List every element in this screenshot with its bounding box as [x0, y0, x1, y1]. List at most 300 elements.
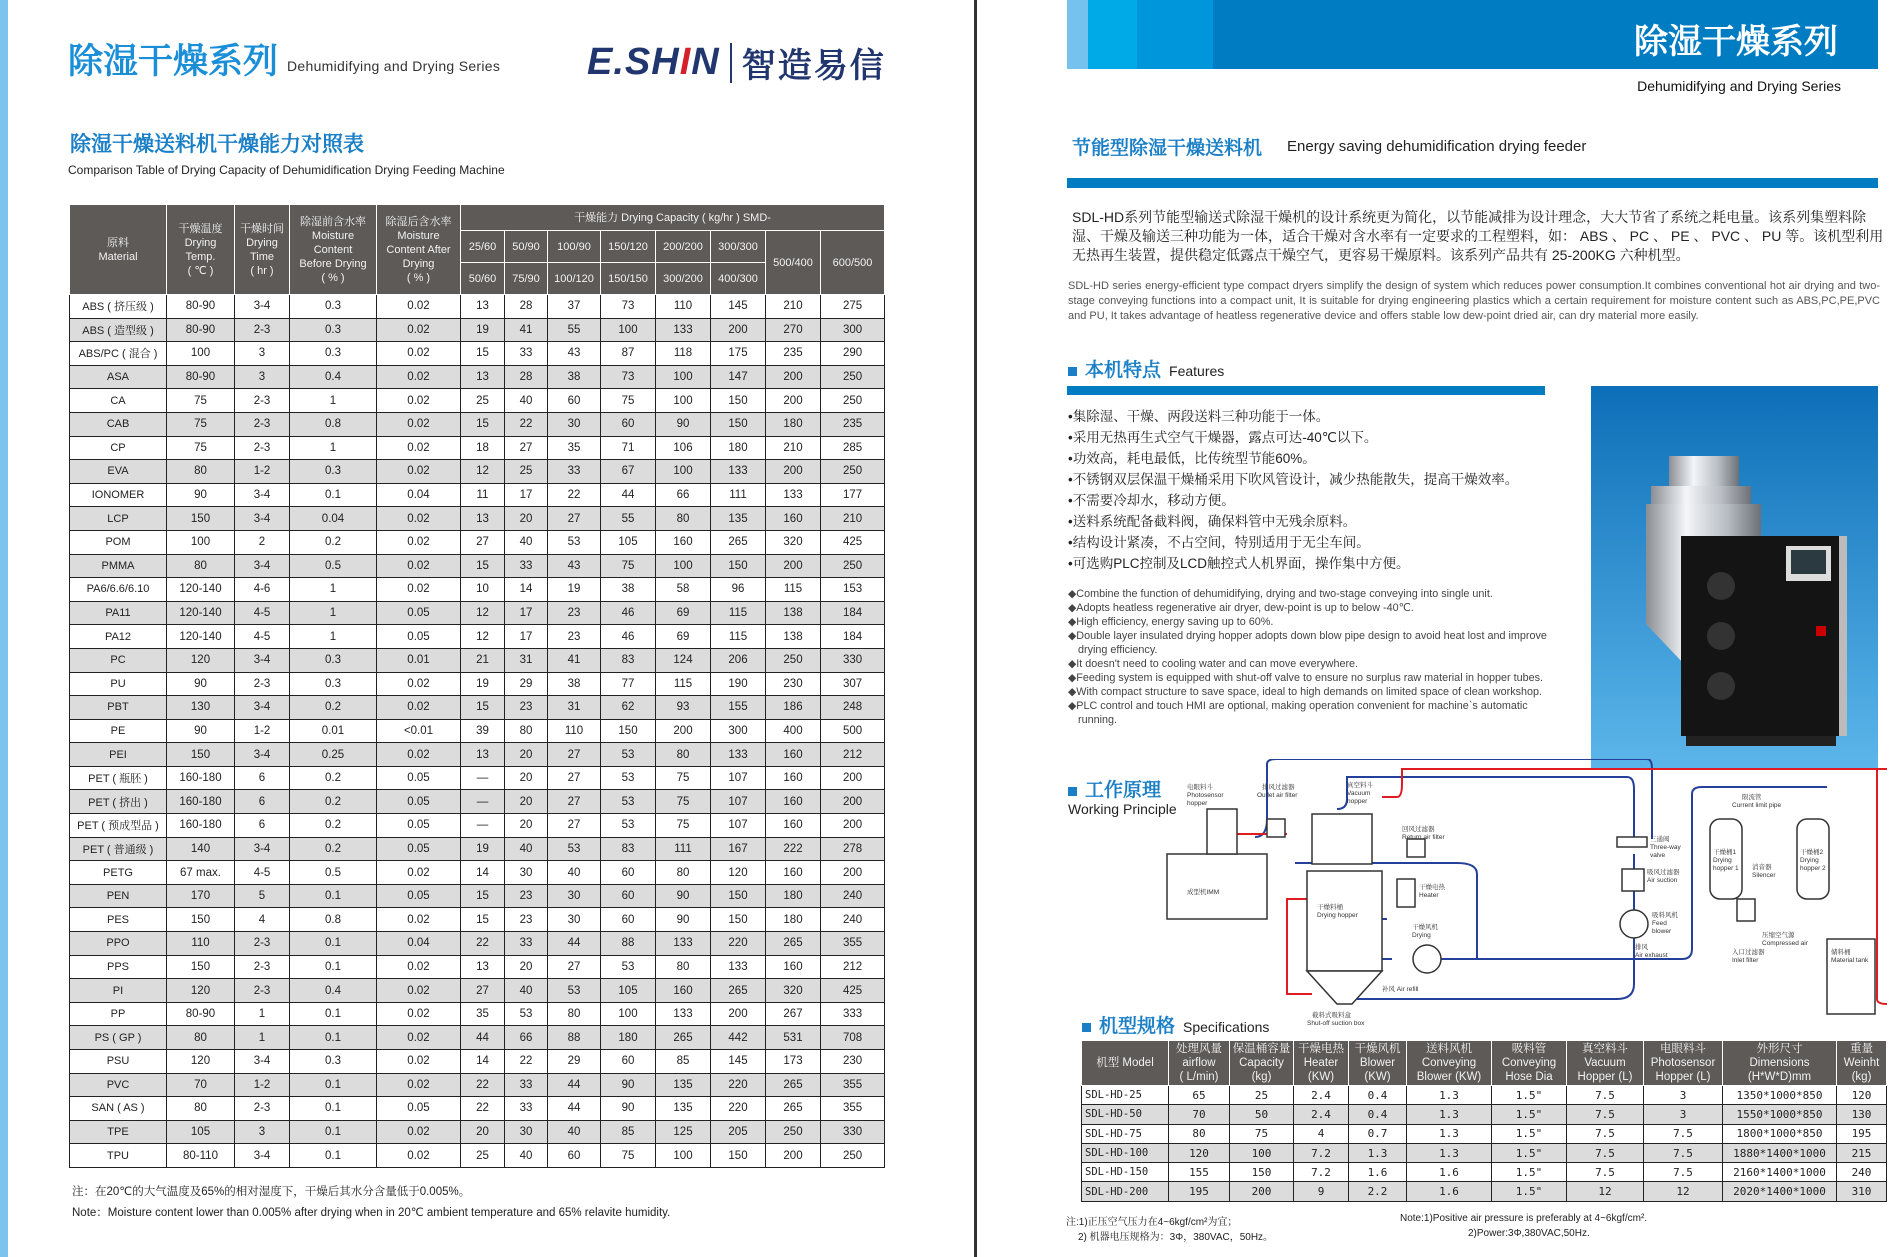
table-cell: 0.2 [290, 696, 377, 720]
table-cell: 500 [821, 719, 885, 743]
table-cell: 1 [235, 1026, 290, 1050]
table-cell: 31 [548, 696, 601, 720]
table-cell: 43 [548, 342, 601, 366]
material-cell: PU [70, 672, 167, 696]
table-cell: 100 [167, 342, 235, 366]
header-line: 除湿前含水率 [300, 215, 366, 228]
table-cell: 200 [821, 766, 885, 790]
spec-cell: 12 [1644, 1182, 1723, 1201]
table-cell: 100 [656, 365, 711, 389]
table-cell: 220 [711, 932, 766, 956]
series-subtitle-right: Dehumidifying and Drying Series [1637, 78, 1841, 94]
material-cell: ABS ( 造型级 ) [70, 318, 167, 342]
table-row [70, 861, 885, 885]
spec-cell: 0.7 [1349, 1124, 1407, 1143]
table-cell: 53 [601, 814, 656, 838]
table-row [70, 1026, 885, 1050]
table-cell: 0.1 [290, 1026, 377, 1050]
table-cell: 120 [167, 1050, 235, 1074]
svg-text:入口过滤器Inlet filter: 入口过滤器 Inlet filter [1732, 949, 1765, 964]
table-cell: 250 [821, 365, 885, 389]
table-cell: 22 [461, 932, 505, 956]
table-cell: 105 [601, 979, 656, 1003]
header-model: 50/60 [461, 263, 505, 295]
feature-item-en: ◆Feeding system is equipped with shut-off valve to ensure no surplus raw material in hopper tubes. [1068, 672, 1544, 684]
table-cell: 320 [766, 530, 821, 554]
model-cell: SDL-HD-200 [1082, 1182, 1169, 1201]
model-cell: SDL-HD-25 [1082, 1086, 1169, 1105]
header-line: 处理风量 [1176, 1043, 1222, 1055]
table-cell: 15 [461, 696, 505, 720]
table-cell: 18 [461, 436, 505, 460]
table-cell: 13 [461, 743, 505, 767]
feature-item-en: ◆It doesn't need to cooling water and can move everywhere. [1068, 658, 1359, 670]
table-cell: 4-5 [235, 625, 290, 649]
table-cell: 150 [711, 1144, 766, 1168]
table-cell: 0.02 [377, 530, 461, 554]
table-cell: 2-3 [235, 955, 290, 979]
table-cell: 400 [766, 719, 821, 743]
table-cell: 0.02 [377, 1120, 461, 1144]
table-cell: 73 [601, 295, 656, 319]
table-cell: 20 [461, 1120, 505, 1144]
table-cell: 66 [656, 483, 711, 507]
material-cell: PS ( GP ) [70, 1026, 167, 1050]
table-row [70, 790, 885, 814]
table-cell: 130 [167, 696, 235, 720]
table-cell: 0.1 [290, 955, 377, 979]
table-cell: 3-4 [235, 837, 290, 861]
table-row [70, 412, 885, 436]
table-cell: 22 [505, 1050, 548, 1074]
table-cell: 0.02 [377, 1026, 461, 1050]
table-cell: 53 [548, 979, 601, 1003]
table-cell: 73 [601, 365, 656, 389]
table-cell: 220 [711, 1097, 766, 1121]
table-cell: 1 [290, 625, 377, 649]
table-cell: 120 [167, 648, 235, 672]
table-cell: 3 [235, 342, 290, 366]
spec-cell: 75 [1230, 1124, 1294, 1143]
table-cell: 0.8 [290, 908, 377, 932]
spec-note-cn-2: 2) 机器电压规格为：3Φ，380VAC，50Hz。 [1078, 1232, 1274, 1243]
table-cell: 133 [656, 318, 711, 342]
table-cell: 15 [461, 554, 505, 578]
table-cell: 25 [461, 389, 505, 413]
table-cell: 10 [461, 578, 505, 602]
diagram-label-air-exhaust: 排风 [1635, 944, 1648, 951]
table-cell: 2-3 [235, 436, 290, 460]
intro-cn: SDL-HD系列节能型输送式除湿干燥机的设计系统更为简化，以节能减排为设计理念，大大节省了系统之耗电量。该系列集塑料除湿、干燥及输送三种功能为一体，适合干燥对含水率有一定要求的工程塑料，如： ABS 、 PC 、 PE 、 PVC 、 PU 等。该机型利用无热再生装置，提供稳定低露点干燥空气，更容易干燥原料。该系列产品共有 25-200KG 六种机型。 [1072, 209, 1884, 263]
table-cell: 150 [711, 554, 766, 578]
table-cell: 150 [167, 955, 235, 979]
table-cell: 27 [548, 507, 601, 531]
table-cell: 0.1 [290, 1120, 377, 1144]
table-cell: 173 [766, 1050, 821, 1074]
table-cell: 13 [461, 507, 505, 531]
table-cell: 120 [167, 979, 235, 1003]
material-cell: PBT [70, 696, 167, 720]
table-row [70, 295, 885, 319]
header-model: 150/150 [601, 263, 656, 295]
table-cell: 25 [505, 460, 548, 484]
table-row [70, 672, 885, 696]
table-cell: 0.2 [290, 814, 377, 838]
table-cell: 53 [548, 837, 601, 861]
svg-text:干燥桶2Dryinghopper 2: 干燥桶2 Drying hopper 2 [1800, 849, 1826, 872]
table-cell: 0.05 [377, 790, 461, 814]
table-cell: 1 [235, 1002, 290, 1026]
table-cell: 27 [548, 790, 601, 814]
table-cell: 20 [505, 790, 548, 814]
svg-text:干燥风机Drying: 干燥风机 Drying [1412, 924, 1438, 939]
svg-text:吸料风机Feedblower: 吸料风机 Feed blower [1652, 912, 1678, 935]
material-cell: PE [70, 719, 167, 743]
table-cell: 43 [548, 554, 601, 578]
table-cell: 307 [821, 672, 885, 696]
table-cell: 200 [656, 719, 711, 743]
table-cell: 135 [656, 1097, 711, 1121]
header-line: Blower (KW) [1416, 1071, 1482, 1083]
spec-cell: 0.4 [1349, 1086, 1407, 1105]
dryer-machine-photo [1591, 386, 1878, 769]
table-row [70, 601, 885, 625]
table-cell: 55 [548, 318, 601, 342]
spec-note-en-2: 2)Power:3Φ,380VAC,50Hz. [1468, 1228, 1590, 1239]
table-cell: 210 [766, 436, 821, 460]
feature-item-en: ◆High efficiency, energy saving up to 60%. [1068, 616, 1274, 628]
table-cell: 69 [656, 601, 711, 625]
table-cell: 53 [601, 790, 656, 814]
material-cell: PC [70, 648, 167, 672]
table-cell: 240 [821, 908, 885, 932]
spec-cell: 120 [1837, 1086, 1887, 1105]
header-line: Drying [246, 236, 278, 249]
table-cell: 88 [548, 1026, 601, 1050]
table-cell: 100 [656, 389, 711, 413]
product-title: 节能型除湿干燥送料机 [1072, 138, 1263, 159]
header-model: 100/120 [548, 263, 601, 295]
table-cell: 177 [821, 483, 885, 507]
svg-text:干燥料桶Drying hopper: 干燥料桶 Drying hopper [1317, 904, 1358, 919]
table-cell: 40 [505, 1144, 548, 1168]
material-cell: PPO [70, 932, 167, 956]
spec-row [1082, 1105, 1887, 1124]
table-cell: 0.01 [290, 719, 377, 743]
spec-cell: 1550*1000*850 [1723, 1105, 1837, 1124]
table-cell: 31 [505, 648, 548, 672]
material-cell: LCP [70, 507, 167, 531]
table-cell: 0.4 [290, 979, 377, 1003]
spec-table [1081, 1040, 1887, 1202]
spec-cell: 25 [1230, 1086, 1294, 1105]
table-cell: 0.5 [290, 861, 377, 885]
table-cell: 25 [461, 1144, 505, 1168]
table-cell: 3-4 [235, 295, 290, 319]
features-bar [1067, 386, 1545, 395]
diagram-label-hopper2: 干燥桶2 [1800, 849, 1824, 856]
table-row [70, 578, 885, 602]
table-cell: 33 [548, 460, 601, 484]
material-cell: ABS ( 挤压级 ) [70, 295, 167, 319]
table-cell: 23 [505, 696, 548, 720]
table-cell: 0.04 [290, 507, 377, 531]
svg-text:回风过滤器Return air filter: 回风过滤器 Return air filter [1402, 826, 1445, 841]
table-cell: 3-4 [235, 696, 290, 720]
header-line: airflow [1182, 1057, 1216, 1069]
table-cell: 23 [548, 601, 601, 625]
table-cell: 333 [821, 1002, 885, 1026]
header-line: 保温桶容量 [1232, 1043, 1291, 1055]
material-cell: PMMA [70, 554, 167, 578]
table-cell: 53 [548, 530, 601, 554]
spec-cell: 1.3 [1407, 1143, 1492, 1162]
header-line: (KW) [1364, 1071, 1391, 1083]
header-line: 干燥风机 [1354, 1043, 1401, 1055]
table-cell: 15 [461, 412, 505, 436]
table-cell: 60 [601, 1050, 656, 1074]
table-cell: 80-90 [167, 365, 235, 389]
table-cell: 235 [766, 342, 821, 366]
table-cell: 20 [505, 743, 548, 767]
table-cell: 30 [548, 908, 601, 932]
header-line: ( ℃ ) [187, 264, 214, 277]
table-cell: 3-4 [235, 554, 290, 578]
table-cell: 6 [235, 766, 290, 790]
table-cell: 80 [656, 861, 711, 885]
table-cell: 53 [601, 766, 656, 790]
table-cell: 300 [711, 719, 766, 743]
table-cell: 13 [461, 365, 505, 389]
table-cell: 0.05 [377, 837, 461, 861]
table-cell: 3 [235, 365, 290, 389]
table-cell: 250 [821, 1144, 885, 1168]
table-cell: 0.02 [377, 365, 461, 389]
table-cell: 0.02 [377, 672, 461, 696]
table-cell: 2-3 [235, 932, 290, 956]
svg-text:消音器Silencer: 消音器 Silencer [1752, 864, 1776, 879]
table-cell: 175 [711, 342, 766, 366]
table-cell: 90 [656, 412, 711, 436]
spec-cell: 7.5 [1567, 1105, 1644, 1124]
table-cell: 290 [821, 342, 885, 366]
table-note-en: Note：Moisture content lower than 0.005% after drying when in 20℃ ambient temperature and 65% relavite humidity. [72, 1207, 671, 1219]
table-cell: 190 [711, 672, 766, 696]
material-cell: TPE [70, 1120, 167, 1144]
spec-header [1082, 1041, 1169, 1086]
material-cell: POM [70, 530, 167, 554]
table-cell: 285 [821, 436, 885, 460]
diagram-label-material-tank: 储料桶 [1831, 949, 1851, 956]
table-cell: 17 [505, 625, 548, 649]
table-cell: 0.04 [377, 483, 461, 507]
diagram-label-heater: 干燥电热 [1419, 884, 1445, 891]
header-line: Content After [386, 243, 451, 256]
table-cell: 90 [601, 1073, 656, 1097]
header-line: (KW) [1307, 1071, 1335, 1083]
table-cell: 27 [461, 979, 505, 1003]
feature-item-en: ◆PLC control and touch HMI are optional, making operation convenient for machine`s automatic running. [1068, 700, 1528, 726]
table-cell: 115 [656, 672, 711, 696]
table-row [70, 530, 885, 554]
header-model: 300/200 [656, 263, 711, 295]
spec-cell: 1.5" [1492, 1124, 1567, 1143]
table-cell: 265 [766, 1097, 821, 1121]
table-cell: 0.1 [290, 1073, 377, 1097]
table-cell: 135 [711, 507, 766, 531]
drying-capacity-table [69, 204, 885, 1168]
table-cell: 75 [601, 389, 656, 413]
feature-item-cn: •送料系统配备截料阀，确保料管中无残余原料。 [1068, 514, 1357, 529]
table-cell: 200 [766, 365, 821, 389]
table-cell: 0.02 [377, 743, 461, 767]
table-cell: 0.02 [377, 908, 461, 932]
table-cell: 0.02 [377, 554, 461, 578]
table-cell: 80 [167, 1026, 235, 1050]
table-cell: 15 [461, 884, 505, 908]
table-cell: 115 [766, 578, 821, 602]
table-cell: 90 [167, 483, 235, 507]
table-cell: 6 [235, 790, 290, 814]
diagram-label-imm: 成型机IMM [1187, 889, 1220, 896]
spec-note-en-1: Note:1)Positive air pressure is preferably at 4~6kgf/cm². [1400, 1213, 1648, 1224]
spec-cell: 7.2 [1294, 1143, 1349, 1162]
table-cell: 80 [167, 554, 235, 578]
diagram-label-air-refill: 补风 Air refill [1382, 986, 1419, 993]
table-cell: 85 [601, 1120, 656, 1144]
header-model: 300/300 [711, 231, 766, 263]
spec-cell: 1.5" [1492, 1105, 1567, 1124]
table-cell: 170 [167, 884, 235, 908]
table-cell: 66 [505, 1026, 548, 1050]
header-line: 电眼料斗 [1660, 1043, 1706, 1055]
table-cell: 222 [766, 837, 821, 861]
material-cell: PETG [70, 861, 167, 885]
table-cell: 184 [821, 625, 885, 649]
diagram-label-current-limit: 限流管 [1742, 794, 1762, 801]
table-row [70, 507, 885, 531]
table-cell: 160 [766, 507, 821, 531]
table-cell: 38 [601, 578, 656, 602]
table-row [70, 365, 885, 389]
material-cell: PET ( 预成型品 ) [70, 814, 167, 838]
table-cell: 100 [601, 318, 656, 342]
spec-cell: 240 [1837, 1163, 1887, 1182]
svg-text:排风过滤器Outlet air filter: 排风过滤器 Outlet air filter [1257, 784, 1298, 799]
table-cell: 105 [601, 530, 656, 554]
header-line: Hopper (L) [1655, 1071, 1711, 1083]
table-cell: 3-4 [235, 648, 290, 672]
table-cell: 0.2 [290, 530, 377, 554]
header-line: Photosensor [1650, 1057, 1716, 1069]
material-cell: PA6/6.6/6.10 [70, 578, 167, 602]
diagram-label-vacuum-hopper: 真空料斗 [1347, 782, 1373, 789]
table-cell: 425 [821, 530, 885, 554]
table-cell: 160 [766, 861, 821, 885]
header-model: 600/500 [821, 231, 885, 295]
table-cell: 150 [711, 412, 766, 436]
table-cell: 75 [656, 766, 711, 790]
table-cell: 23 [505, 908, 548, 932]
table-cell: 180 [711, 436, 766, 460]
table-cell: 13 [461, 295, 505, 319]
header-line: Blower [1359, 1057, 1396, 1069]
table-cell: 40 [548, 1120, 601, 1144]
feature-item-cn: •可选购PLC控制及LCD触控式人机界面，操作集中方便。 [1068, 556, 1410, 571]
header-line: 干燥时间 [240, 222, 284, 235]
spec-cell: 310 [1837, 1182, 1887, 1201]
model-cell: SDL-HD-100 [1082, 1143, 1169, 1162]
material-cell: PEN [70, 884, 167, 908]
svg-text:排风Air exhaust: 排风 Air exhaust [1635, 944, 1668, 959]
spec-cell: 1.3 [1407, 1086, 1492, 1105]
spec-cell: 1.3 [1407, 1124, 1492, 1143]
table-cell: 12 [461, 625, 505, 649]
table-cell: 150 [711, 884, 766, 908]
table-row [70, 625, 885, 649]
table-cell: 200 [766, 554, 821, 578]
table-cell: 250 [821, 554, 885, 578]
table-cell: 71 [601, 436, 656, 460]
table-cell: 0.02 [377, 861, 461, 885]
table-cell: 80 [167, 460, 235, 484]
material-cell: PP [70, 1002, 167, 1026]
spec-cell: 7.5 [1567, 1086, 1644, 1105]
table-cell: 1-2 [235, 460, 290, 484]
feature-item-cn: •不需要冷却水，移动方便。 [1068, 493, 1235, 508]
spec-cell: 2.4 [1294, 1105, 1349, 1124]
table-cell: 150 [167, 507, 235, 531]
table-row [70, 955, 885, 979]
table-cell: 212 [821, 955, 885, 979]
table-cell: 1-2 [235, 719, 290, 743]
header-line: Capacity [1239, 1057, 1284, 1069]
table-cell: 2-3 [235, 1097, 290, 1121]
table-cell: 133 [711, 955, 766, 979]
table-cell: 0.8 [290, 412, 377, 436]
table-cell: 153 [821, 578, 885, 602]
table-cell: 4-5 [235, 601, 290, 625]
header-line: ( % ) [321, 271, 345, 284]
table-cell: 69 [656, 625, 711, 649]
spec-header [1492, 1041, 1567, 1086]
diagram-label-outlet-filter: 排风过滤器 [1262, 784, 1295, 791]
table-cell: 135 [656, 1073, 711, 1097]
table-cell: 330 [821, 648, 885, 672]
material-cell: PET ( 普通级 ) [70, 837, 167, 861]
table-cell: 35 [548, 436, 601, 460]
feature-item-cn: •功效高，耗电最低，比传统型节能60%。 [1068, 451, 1316, 466]
spec-cell: 1.5" [1492, 1182, 1567, 1201]
table-cell: 40 [505, 979, 548, 1003]
header-banner [1067, 0, 1878, 69]
table-cell: 40 [548, 861, 601, 885]
table-row [70, 483, 885, 507]
table-cell: 150 [711, 908, 766, 932]
material-cell: CP [70, 436, 167, 460]
table-cell: 67 max. [167, 861, 235, 885]
table-cell: 0.1 [290, 1097, 377, 1121]
table-cell: 27 [548, 955, 601, 979]
table-cell: 100 [656, 554, 711, 578]
table-cell: 107 [711, 766, 766, 790]
header-line: Moisture [397, 229, 440, 242]
material-cell: PET ( 挤出 ) [70, 790, 167, 814]
logo-wordmark: E.SHIN [587, 41, 720, 83]
table-cell: 200 [821, 790, 885, 814]
table-row [70, 908, 885, 932]
table-cell: 160-180 [167, 814, 235, 838]
